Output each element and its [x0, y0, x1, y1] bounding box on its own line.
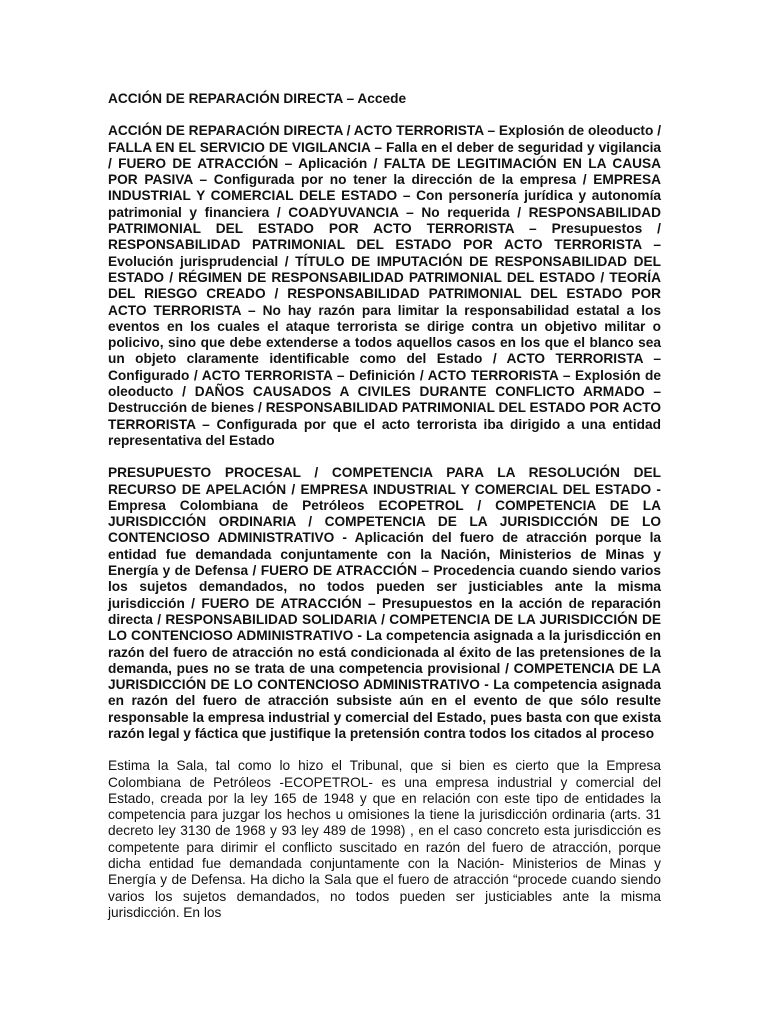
document-page [108, 91, 661, 937]
summary-descriptors-paragraph: ACCIÓN DE REPARACIÓN DIRECTA / ACTO TERRORISTA – Explosión de oleoducto / FALLA EN EL SERVICIO DE VIGILANCIA – Falla en el deber de seguridad y vigilancia / FUERO DE ATRACCIÓN – Aplicación / FALTA DE LEGITIMACIÓN EN LA CAUSA POR PASIVA – Configurada por no tener la dirección de la empresa / EMPRESA INDUSTRIAL Y COMERCIAL DELE ESTADO – Con personería jurídica y autonomía patrimonial y financiera / COADYUVANCIA – No requerida / RESPONSABILIDAD PATRIMONIAL DEL ESTADO POR ACTO TERRORISTA – Presupuestos / RESPONSABILIDAD PATRIMONIAL DEL ESTADO POR ACTO TERRORISTA – Evolución jurisprudencial / TÍTULO DE IMPUTACIÓN DE RESPONSABILIDAD DEL ESTADO / RÉGIMEN DE RESPONSABILIDAD PATRIMONIAL DEL ESTADO / TEORÍA DEL RIESGO CREADO / RESPONSABILIDAD PATRIMONIAL DEL ESTADO POR ACTO TERRORISTA – No hay razón para limitar la responsabilidad estatal a los eventos en los cuales el ataque terrorista se dirige contra un objetivo militar o policivo, sino que debe extenderse a todos aquellos casos en los que el blanco sea un objeto claramente identificable como del Estado / ACTO TERRORISTA – Configurado / ACTO TERRORISTA – Definición / ACTO TERRORISTA – Explosión de oleoducto / DAÑOS CAUSADOS A CIVILES DURANTE CONFLICTO ARMADO – Destrucción de bienes / RESPONSABILIDAD PATRIMONIAL DEL ESTADO POR ACTO TERRORISTA – Configurada por que el acto terrorista iba dirigido a una entidad representativa del Estado [108, 123, 661, 448]
procedural-descriptors-paragraph: PRESUPUESTO PROCESAL / COMPETENCIA PARA LA RESOLUCIÓN DEL RECURSO DE APELACIÓN / EMPRESA INDUSTRIAL Y COMERCIAL DEL ESTADO - Empresa Colombiana de Petróleos ECOPETROL / COMPETENCIA DE LA JURISDICCIÓN ORDINARIA / COMPETENCIA DE LA JURISDICCIÓN DE LO CONTENCIOSO ADMINISTRATIVO - Aplicación del fuero de atracción porque la entidad fue demandada conjuntamente con la Nación, Ministerios de Minas y Energía y de Defensa / FUERO DE ATRACCIÓN – Procedencia cuando siendo varios los sujetos demandados, no todos pueden ser justiciables ante la misma jurisdicción / FUERO DE ATRACCIÓN – Presupuestos en la acción de reparación directa / RESPONSABILIDAD SOLIDARIA / COMPETENCIA DE LA JURISDICCIÓN DE LO CONTENCIOSO ADMINISTRATIVO - La competencia asignada a la jurisdicción en razón del fuero de atracción no está condicionada al éxito de las pretensiones de la demanda, pues no se trata de una competencia provisional / COMPETENCIA DE LA JURISDICCIÓN DE LO CONTENCIOSO ADMINISTRATIVO - La competencia asignada en razón del fuero de atracción subsiste aún en el evento de que sólo resulte responsable la empresa industrial y comercial del Estado, pues basta con que exista razón legal y fáctica que justifique la pretensión contra todos los citados al proceso [108, 465, 661, 741]
body-paragraph: Estima la Sala, tal como lo hizo el Tribunal, que si bien es cierto que la Empresa Colombiana de Petróleos -ECOPETROL- es una empresa industrial y comercial del Estado, creada por la ley 165 de 1948 y que en relación con este tipo de entidades la competencia para juzgar los hechos u omisiones la tiene la jurisdicción ordinaria (arts. 31 decreto ley 3130 de 1968 y 93 ley 489 de 1998) , en el caso concreto esta jurisdicción es competente para dirimir el conflicto suscitado en razón del fuero de atracción, porque dicha entidad fue demandada conjuntamente con la Nación- Ministerios de Minas y Energía y de Defensa. Ha dicho la Sala que el fuero de atracción “procede cuando siendo varios los sujetos demandados, no todos pueden ser justiciables ante la misma jurisdicción. En los [108, 758, 661, 920]
document-heading: ACCIÓN DE REPARACIÓN DIRECTA – Accede [108, 91, 407, 106]
